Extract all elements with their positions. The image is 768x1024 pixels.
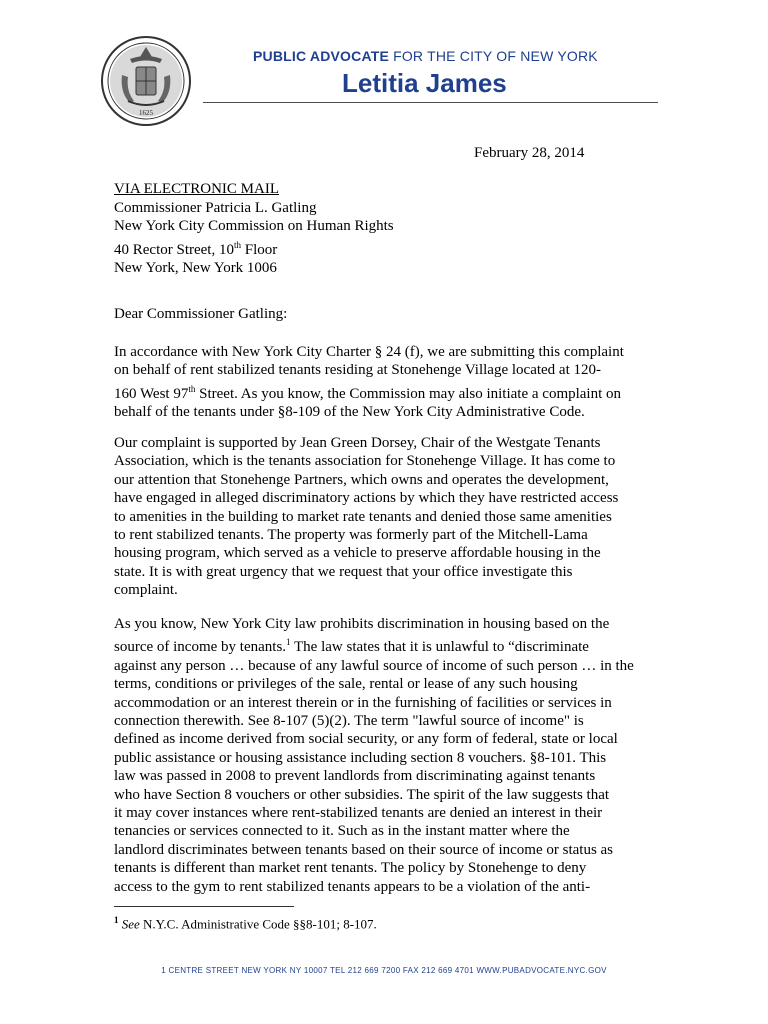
letter-date: February 28, 2014 (474, 145, 585, 161)
paragraph-line: tenants is different than market rent tenants. The policy by Stonehenge to deny (114, 860, 587, 877)
svg-text:1625: 1625 (139, 109, 153, 117)
paragraph-line: behalf of the tenants under §8-109 of the New York City Administrative Code. (114, 404, 585, 421)
office-title-rest: FOR THE CITY OF NEW YORK (389, 48, 598, 64)
recipient-organization: New York City Commission on Human Rights (114, 218, 394, 235)
office-title-bold: PUBLIC ADVOCATE (253, 48, 389, 64)
paragraph-line: accommodation or an interest therein or in the furnishing of facilities or services in (114, 694, 612, 711)
paragraph-line: access to the gym to rent stabilized tenants appears to be a violation of the anti- (114, 878, 591, 895)
paragraph-line: who have Section 8 vouchers or other subsidies. The spirit of the law suggests that (114, 786, 610, 803)
recipient-block (114, 180, 394, 278)
street-text: 40 Rector Street, 10 (114, 241, 234, 258)
paragraph-2 (114, 434, 634, 600)
delivery-method: VIA ELECTRONIC MAIL (114, 181, 279, 197)
paragraph-1 (114, 343, 634, 422)
footnote-see: See (121, 916, 140, 932)
paragraph-line: our attention that Stonehenge Partners, which owns and operates the development, (114, 471, 609, 488)
line-sup: th (188, 383, 196, 394)
office-title (253, 48, 598, 64)
footnote-text: N.Y.C. Administrative Code §§8-101; 8-107. (139, 916, 377, 932)
paragraph-line: As you know, New York City law prohibits discrimination in housing based on the (114, 616, 610, 632)
paragraph-line: have engaged in alleged discriminatory actions by which they have restricted access (114, 490, 619, 507)
paragraph-line: on behalf of rent stabilized tenants residing at Stonehenge Village located at 120- (114, 362, 602, 379)
line-text: Street. As you know, the Commission may also initiate a complaint on (195, 385, 622, 402)
paragraph-line: against any person … because of any lawful source of income of such person … in the (114, 657, 634, 674)
recipient-street (114, 236, 394, 260)
paragraph-line: state. It is with great urgency that we request that your office investigate this (114, 563, 573, 580)
paragraph-line: Association, which is the tenants association for Stonehenge Village. It has come to (114, 453, 616, 470)
paragraph-line: complaint. (114, 582, 178, 599)
header-rule (203, 102, 658, 103)
paragraph-line: tenancies or services connected to it. Such as in the instant matter where the (114, 823, 570, 840)
footnote-number: 1 (114, 915, 119, 925)
recipient-city: New York, New York 1006 (114, 260, 277, 277)
nyc-seal-icon (100, 35, 192, 127)
paragraph-line: defined as income derived from social security, or any form of federal, state or local (114, 731, 618, 748)
line-text: 160 West 97 (114, 385, 189, 402)
advocate-name: Letitia James (342, 68, 507, 98)
paragraph-line: public assistance or housing assistance including section 8 vouchers. §8-101. This (114, 749, 607, 766)
paragraph-line: In accordance with New York City Charter § 24 (f), we are submitting this complaint (114, 344, 624, 360)
footnote-rule (114, 906, 294, 907)
recipient-name: Commissioner Patricia L. Gatling (114, 199, 317, 216)
line-text: source of income by tenants. (114, 639, 287, 656)
paragraph-line: law was passed in 2008 to prevent landlords from discriminating against tenants (114, 768, 596, 785)
paragraph-line: Our complaint is supported by Jean Green Dorsey, Chair of the Westgate Tenants (114, 435, 601, 451)
office-address-footer: 1 CENTRE STREET NEW YORK NY 10007 TEL 212 669 7200 FAX 212 669 4701 WWW.PUBADVOCATE.NYC.GOV (161, 966, 607, 975)
salutation: Dear Commissioner Gatling: (114, 306, 288, 322)
paragraph-line: to rent stabilized tenants. The property was formerly part of the Mitchell-Lama (114, 527, 588, 544)
paragraph-line: to amenities in the building to market rate tenants and denied those same amenities (114, 508, 612, 525)
paragraph-line (114, 633, 634, 656)
paragraph-line: landlord discriminates between tenants based on their source of income or status as (114, 841, 614, 858)
line-text: The law states that it is unlawful to “discriminate (290, 639, 589, 656)
paragraph-line: terms, conditions or privileges of the sale, rental or lease of any such housing (114, 676, 578, 693)
paragraph-line: it may cover instances where rent-stabilized tenants are denied an interest in their (114, 805, 603, 822)
street-sup: th (233, 239, 241, 250)
street-floor: Floor (241, 241, 278, 258)
footnote (114, 915, 377, 932)
paragraph-line: housing program, which served as a vehicle to preserve affordable housing in the (114, 545, 601, 562)
paragraph-3 (114, 615, 634, 896)
paragraph-line (114, 380, 634, 403)
paragraph-line: connection therewith. See 8-107 (5)(2). The term "lawful source of income" is (114, 713, 584, 730)
footnote-ref: 1 (286, 637, 291, 648)
